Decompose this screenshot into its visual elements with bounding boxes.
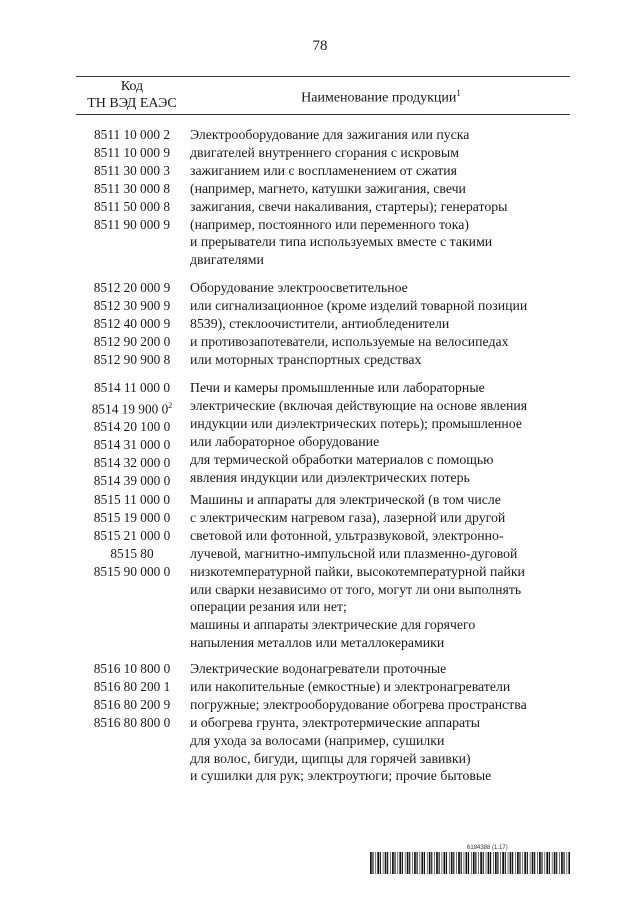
barcode-bar [510,852,512,874]
product-code [76,333,188,351]
barcode-bar [505,852,506,874]
barcode-bar [497,852,498,874]
product-code-text: 8511 50 000 8 [94,198,170,214]
product-description-line: световой или фотонной, ультразвуковой, электронно- [190,527,504,543]
product-description-line: или сигнализационное (кроме изделий товарной позиции [190,297,528,313]
barcode-bar [559,852,560,874]
product-description-line: Машины и аппараты для электрической (в том числе [190,492,501,507]
barcode-bar [444,852,446,874]
barcode-bar [394,852,395,874]
barcode-bar [436,852,438,874]
product-code [76,126,188,144]
product-code [76,351,188,369]
barcode-bar [517,852,519,874]
product-code-text: 8514 19 900 0 [91,401,169,417]
product-code-text: 8511 10 000 2 [94,127,170,142]
product-description-line: или лабораторное оборудование [190,433,380,449]
product-code [76,162,188,180]
product-code-text: 8512 40 000 9 [93,315,171,331]
product-code [76,297,188,315]
barcode-bar [434,852,435,874]
product-code [76,454,188,472]
product-code-list [76,660,188,732]
barcode-bar [461,852,462,874]
product-description-line: для ухода за волосами (например, сушилки [190,732,445,748]
barcode-bar [567,852,568,874]
product-code-list [76,491,188,581]
product-description-line: 8539), стеклоочистители, антиобледенители [190,315,450,331]
barcode-bar [464,852,465,874]
barcode-bar [466,852,468,874]
product-description-line: (например, магнето, катушки зажигания, свечи [190,180,466,196]
product-description-line: двигателей внутреннего сгорания с искровым [190,144,459,160]
product-code-text: 8515 11 000 0 [94,492,170,507]
barcode-bar [478,852,479,874]
product-code-list [76,379,188,490]
barcode-bar [480,852,482,874]
product-code [76,527,188,545]
product-code-text: 8514 20 100 0 [93,419,171,435]
barcode-bar [409,852,410,874]
barcode-bar [385,852,387,874]
barcode-bar [412,852,413,874]
product-code [76,436,188,454]
barcode-bar [530,852,531,874]
product-code-text: 8511 30 000 3 [94,162,170,178]
barcode-bar [545,852,546,874]
product-code-text: 8515 80 [110,545,154,561]
product-description-line: двигателями [190,252,264,268]
barcode-bar [534,852,535,874]
barcode-bar [370,852,372,874]
barcode-bar [502,852,504,874]
barcode-bar [427,852,428,874]
product-description-line: и сушилки для рук; электроутюги; прочие бытовые [190,768,492,784]
barcode-bar [405,852,406,874]
barcode-bar [488,852,490,874]
product-description-line: погружные; электрооборудование обогрева пространства [190,696,527,712]
barcode-bar [398,852,399,874]
barcode-bar [546,852,548,874]
barcode-bar [495,852,497,874]
product-description-line: и противозапотеватели, используемые на велосипедах [190,333,509,349]
barcode-bar [554,852,556,874]
product-description-line: Оборудование электроосветительное [190,280,408,295]
barcode-bar [527,852,528,874]
product-description [190,126,580,269]
product-description [190,379,580,486]
product-description-line: (например, постоянного или переменного тока) [190,216,469,232]
table-header-rule [76,114,570,115]
product-code-text: 8515 21 000 0 [93,527,171,543]
barcode-bar [493,852,494,874]
product-description-line: низкотемпературной пайки, высокотемпературной пайки [190,563,525,579]
product-code-text: 8514 32 000 0 [93,455,171,471]
product-description-line: операции резания или нет; [190,599,347,615]
product-code [76,279,188,297]
barcode-bar [417,852,418,874]
product-code [76,660,188,678]
barcode-bar [402,852,403,874]
product-code-text: 8512 20 000 9 [93,280,171,295]
product-code [76,418,188,436]
barcode-bar [392,852,394,874]
product-code-text: 8516 80 800 0 [93,714,171,730]
product-code-text: 8512 90 900 8 [93,351,171,367]
product-description-line: Электрические водонагреватели проточные [190,661,447,676]
barcode-bar [532,852,534,874]
product-description-line: лучевой, магнитно-импульсной или плазменно-дуговой [190,545,518,561]
product-code [76,563,188,581]
barcode-bar [414,852,416,874]
barcode-bar [387,852,388,874]
product-description-line: электрические (включая действующие на основе явления [190,397,528,413]
barcode-bar [483,852,484,874]
barcode-bar [390,852,391,874]
product-code [76,216,188,234]
table-top-rule [76,76,570,77]
product-code-text: 8514 31 000 0 [93,437,171,453]
barcode-bar [399,852,401,874]
barcode-bar [372,852,373,874]
barcode-bar [524,852,526,874]
product-description-line: зажигания, свечи накаливания, стартеры); генераторы [190,198,508,214]
product-code-text: 8516 10 800 0 [93,661,171,676]
product-code-text: 8516 80 200 1 [93,678,171,694]
barcode-bar [375,852,376,874]
barcode-bar [568,852,570,874]
product-code [76,678,188,696]
column-header-footnote-mark: 1 [456,88,461,98]
product-description-line: явления индукции или диэлектрических потерь [190,469,470,485]
product-code-list [76,279,188,369]
product-code-text: 8515 19 000 0 [93,509,171,525]
barcode-bar [552,852,553,874]
barcode-bar [508,852,509,874]
footnote-mark: 2 [168,400,173,410]
barcode-bar [539,852,541,874]
product-code [76,491,188,509]
barcode-bar [473,852,475,874]
product-code [76,198,188,216]
barcode-bar [377,852,379,874]
barcode-bar [541,852,542,874]
product-description [190,660,580,785]
barcode-bar [549,852,550,874]
product-description-line: или накопительные (емкостные) и электронагреватели [190,678,511,694]
product-code [76,714,188,732]
product-code-text: 8516 80 200 9 [93,696,171,712]
product-description-line: и обогрева грунта, электротермические аппараты [190,714,481,730]
barcode-caption: 6184388 (1.17) [467,845,508,851]
column-header-code-line1: Код [120,79,144,94]
product-code [76,509,188,527]
product-code [76,144,188,162]
barcode-bar [490,852,491,874]
product-description [190,491,580,652]
barcode-bar [380,852,381,874]
product-code [76,180,188,198]
barcode-bar [424,852,425,874]
product-description-line: и прерыватели типа используемых вместе с такими [190,234,493,250]
product-description-line: Печи и камеры промышленные или лабораторные [190,380,485,395]
barcode-bar [439,852,440,874]
product-code [76,315,188,333]
barcode-bar [500,852,501,874]
product-description [190,279,580,369]
product-description-line: индукции или диэлектрических потерь); промышленное [190,415,522,431]
product-description-line: Электрооборудование для зажигания или пуска [190,127,470,142]
barcode-bar [475,852,476,874]
product-description-line: напыления металлов или металлокерамики [190,635,445,651]
product-description-line: для термической обработки материалов с помощью [190,451,494,467]
product-code [76,397,188,418]
barcode-bar [456,852,457,874]
barcode-bar [449,852,450,874]
barcode-bar [556,852,557,874]
barcode-bar [519,852,520,874]
product-code-text: 8511 90 000 9 [94,216,170,232]
column-header-code [76,78,188,112]
product-code [76,379,188,397]
barcode-bar [451,852,453,874]
product-code [76,545,188,563]
page-number: 78 [312,38,328,54]
barcode-bar [458,852,460,874]
barcode-image [370,852,570,874]
barcode-bar [537,852,538,874]
product-description-line: с электрическим нагревом газа), лазерной или другой [190,509,506,525]
barcode-bar [515,852,516,874]
barcode-bar [522,852,523,874]
product-code-text: 8511 10 000 9 [94,144,170,160]
product-code-text: 8515 90 000 0 [93,563,171,579]
barcode-bar [383,852,384,874]
barcode-bar [431,852,432,874]
barcode-bar [512,852,513,874]
barcode-bar [442,852,443,874]
barcode-bar [564,852,565,874]
product-description-line: машины и аппараты электрические для горячего [190,617,476,633]
barcode-bar [429,852,431,874]
product-description-line: для волос, бигуди, щипцы для горячей завивки) [190,750,471,766]
product-description-line: или моторных транспортных средствах [190,351,422,367]
column-header-code-line2: ТН ВЭД ЕАЭС [87,96,177,111]
barcode-bar [468,852,469,874]
barcode-bar [421,852,423,874]
barcode-bar [471,852,472,874]
product-description-line: или сварки независимо от того, могут ли они выполнять [190,581,522,597]
column-header-name-text: Наименование продукции [301,90,457,106]
product-code [76,696,188,714]
product-code-text: 8511 30 000 8 [94,180,170,196]
barcode-bar [486,852,487,874]
barcode-bar [561,852,563,874]
product-code [76,472,188,490]
product-code-text: 8514 11 000 0 [94,380,170,395]
barcode-bar [407,852,409,874]
product-code-text: 8514 39 000 0 [93,472,171,488]
barcode-bar [453,852,454,874]
product-code-list [76,126,188,233]
product-code-text: 8512 90 200 0 [93,333,171,349]
product-code-text: 8512 30 900 9 [93,297,171,313]
column-header-name [192,88,570,107]
product-description-line: зажиганием или с воспламенением от сжатия [190,162,458,178]
barcode-bar [446,852,447,874]
barcode-bar [420,852,421,874]
